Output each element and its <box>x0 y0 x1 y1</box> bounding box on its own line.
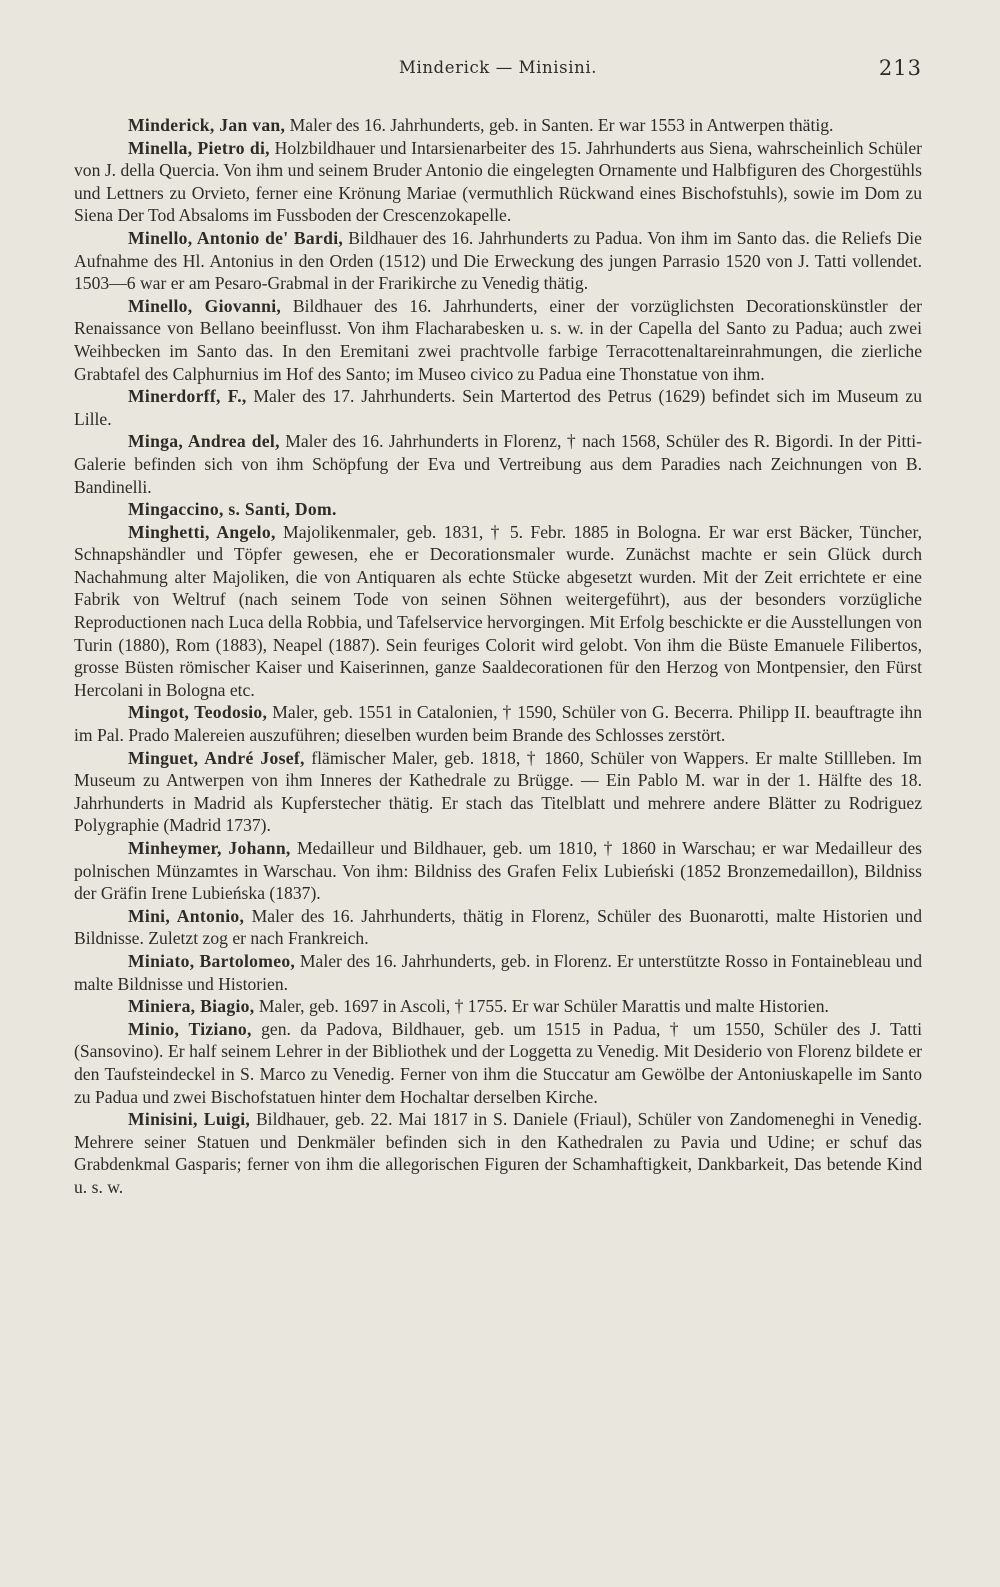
entry-text: Majolikenmaler, geb. 1831, † 5. Febr. 1885 in Bologna. Er war erst Bäcker, Tüncher, Schnapshändler und Töpfer gewesen, ehe er Decorationsmaler wurde. Zunächst machte er sein Glück durch Nachahmung alter Majoliken, die von Antiquaren als echte Stücke abgesetzt wurden. Mit der Zeit errichtete er eine Fabrik von Weltruf (nach seinem Tode von seinen Söhnen weitergeführt), aus der besonders vorzügliche Reproductionen nach Luca della Robbia, und Tafelservice hervorgingen. Mit Erfolg beschickte er die Ausstellungen von Turin (1880), Rom (1883), Neapel (1887). Sein feuriges Colorit wird gelobt. Von ihm die Büste Emanuele Filibertos, grosse Büsten römischer Kaiser und Kaiserinnen, ganze Saaldecorationen für den Herzog von Montpensier, den Fürst Hercolani in Bologna etc. <box>74 521 922 700</box>
running-title: Minderick — Minisini. <box>398 58 598 77</box>
entry-minga <box>74 430 922 498</box>
entry-miniato <box>74 950 922 995</box>
entry-text: Maler des 16. Jahrhunderts, geb. in Santen. Er war 1553 in Antwerpen thätig. <box>285 115 834 135</box>
entry-mingaccino <box>74 498 922 521</box>
entry-minghetti <box>74 521 922 702</box>
entry-text: Maler, geb. 1551 in Catalonien, † 1590, Schüler von G. Becerra. Philipp II. beauftragte ihn im Pal. Prado Malereien auszuführen; dieselben wurden beim Brande des Schlosses zerstört. <box>74 702 922 746</box>
entry-minderick <box>74 114 922 137</box>
entry-headword: Minghetti, Angelo, <box>128 521 276 542</box>
entry-list <box>74 114 922 1199</box>
entry-headword: Miniera, Biagio, <box>128 996 255 1017</box>
entry-headword: Minio, Tiziano, <box>128 1018 252 1039</box>
entry-headword: Miniato, Bartolomeo, <box>128 950 296 971</box>
entry-headword: Mingaccino, s. Santi, Dom. <box>128 499 337 520</box>
entry-headword: Minerdorff, F., <box>128 386 247 407</box>
entry-headword: Minheymer, Johann, <box>128 838 291 858</box>
entry-text: Bildhauer des 16. Jahrhunderts, einer der vorzüglichsten Decorationskünstler der Renaissance von Bellano beeinflusst. Von ihm Flacharabesken u. s. w. in der Capella del Santo zu Padua; auch zwei Weihbecken im Santo das. In den Eremitani zwei prachtvolle farbige Terracottenaltareinrahmungen, die zierliche Grabtafel des Calphurnius im Hof des Santo; im Museo civico zu Padua eine Thonstatue von ihm. <box>74 295 922 384</box>
entry-headword: Minisini, Luigi, <box>128 1109 251 1130</box>
entry-headword: Mini, Antonio, <box>128 905 245 926</box>
entry-minisini <box>74 1108 922 1198</box>
entry-headword: Minderick, Jan van, <box>128 115 286 135</box>
entry-mini <box>74 905 922 950</box>
entry-text: Bildhauer des 16. Jahrhunderts zu Padua. Von ihm im Santo das. die Reliefs Die Aufnahme des Hl. Antonius in den Orden (1512) und Die Erweckung des jungen Parrasio 1520 von J. Tatti vollendet. 1503—6 war er am Pesaro-Grabmal in der Frarikirche zu Venedig thätig. <box>74 227 922 294</box>
entry-text: Medailleur und Bildhauer, geb. um 1810, † 1860 in Warschau; er war Medailleur des polnischen Münzamtes in Warschau. Von ihm: Bildniss des Grafen Felix Lubieński (1852 Bronzemedaillon), Bildniss der Gräfin Irene Lubieńska (1837). <box>74 838 922 904</box>
entry-text: Maler des 16. Jahrhunderts in Florenz, † nach 1568, Schüler des R. Bigordi. In der Pitti-Galerie befinden sich von ihm Schöpfung der Eva und Vertreibung aus dem Paradies nach Zeichnungen von B. Bandinelli. <box>74 431 922 497</box>
entry-text: Maler des 17. Jahrhunderts. Sein Martertod des Petrus (1629) befindet sich im Museum zu Lille. <box>74 386 923 429</box>
entry-text: Maler des 16. Jahrhunderts, thätig in Florenz, Schüler des Buonarotti, malte Historien und Bildnisse. Zuletzt zog er nach Frankreich. <box>74 905 922 949</box>
entry-minguet <box>74 747 922 837</box>
entry-minheymer <box>74 837 922 905</box>
entry-minello-giovanni <box>74 295 922 385</box>
entry-headword: Minello, Giovanni, <box>128 295 282 316</box>
entry-minerdorff <box>74 385 922 430</box>
entry-headword: Minga, Andrea del, <box>128 431 280 452</box>
entry-headword: Minella, Pietro di, <box>128 137 270 158</box>
entry-miniera <box>74 995 922 1018</box>
entry-headword: Minguet, André Josef, <box>128 747 305 768</box>
entry-text: Bildhauer, geb. 22. Mai 1817 in S. Daniele (Friaul), Schüler von Zandomeneghi in Venedig. Mehrere seiner Statuen und Denkmäler befinden sich in den Kathedralen zu Pavia und Udine; er schuf das Grabdenkmal Gasparis; ferner von ihm die allegorischen Figuren der Schamhaftigkeit, Dankbarkeit, Das betende Kind u. s. w. <box>74 1109 922 1197</box>
entry-headword: Minello, Antonio de' Bardi, <box>128 227 344 248</box>
entry-minella-pietro <box>74 137 922 227</box>
entry-text: Maler, geb. 1697 in Ascoli, † 1755. Er war Schüler Marattis und malte Historien. <box>254 996 829 1017</box>
entry-mingot <box>74 701 922 746</box>
entry-minio <box>74 1018 922 1108</box>
entry-minello-antonio <box>74 227 922 295</box>
entry-text: flämischer Maler, geb. 1818, † 1860, Schüler von Wappers. Er malte Stillleben. Im Museum zu Antwerpen von ihm Inneres der Kathedrale zu Brügge. — Ein Pablo M. war in der 1. Hälfte des 18. Jahrhunderts in Madrid als Kupferstecher thätig. Er stach das Titelblatt und mehrere andere Blätter zu Rodriguez Polygraphie (Madrid 1737). <box>74 747 922 836</box>
entry-text: gen. da Padova, Bildhauer, geb. um 1515 in Padua, † um 1550, Schüler des J. Tatti (Sansovino). Er half seinem Lehrer in der Bibliothek und der Loggetta zu Venedig. Mit Desiderio von Florenz bildete er den Taufsteindeckel in S. Marco zu Venedig. Ferner von ihm die Stuccatur am Gewölbe der Antoniuskapelle im Santo zu Padua und zwei Bischofstatuen hinter dem Hochaltar derselben Kirche. <box>74 1018 922 1107</box>
entry-text: Holzbildhauer und Intarsienarbeiter des 15. Jahrhunderts aus Siena, wahrscheinlich Schüler von J. della Quercia. Von ihm und seinem Bruder Antonio die eingelegten Ornamente und Halbfiguren des Chorgestühls und Lettners zu Orvieto, ferner eine Krönung Mariae (vermuthlich Rückwand eines Bischofstuhls), sowie im Dom zu Siena Der Tod Absaloms im Fussboden der Crescenzokapelle. <box>74 137 923 226</box>
entry-headword: Mingot, Teodosio, <box>128 702 268 723</box>
running-head <box>74 50 922 90</box>
page-number: 213 <box>878 56 922 80</box>
entry-text: Maler des 16. Jahrhunderts, geb. in Florenz. Er unterstützte Rosso in Fontainebleau und malte Bildnisse und Historien. <box>74 950 922 994</box>
